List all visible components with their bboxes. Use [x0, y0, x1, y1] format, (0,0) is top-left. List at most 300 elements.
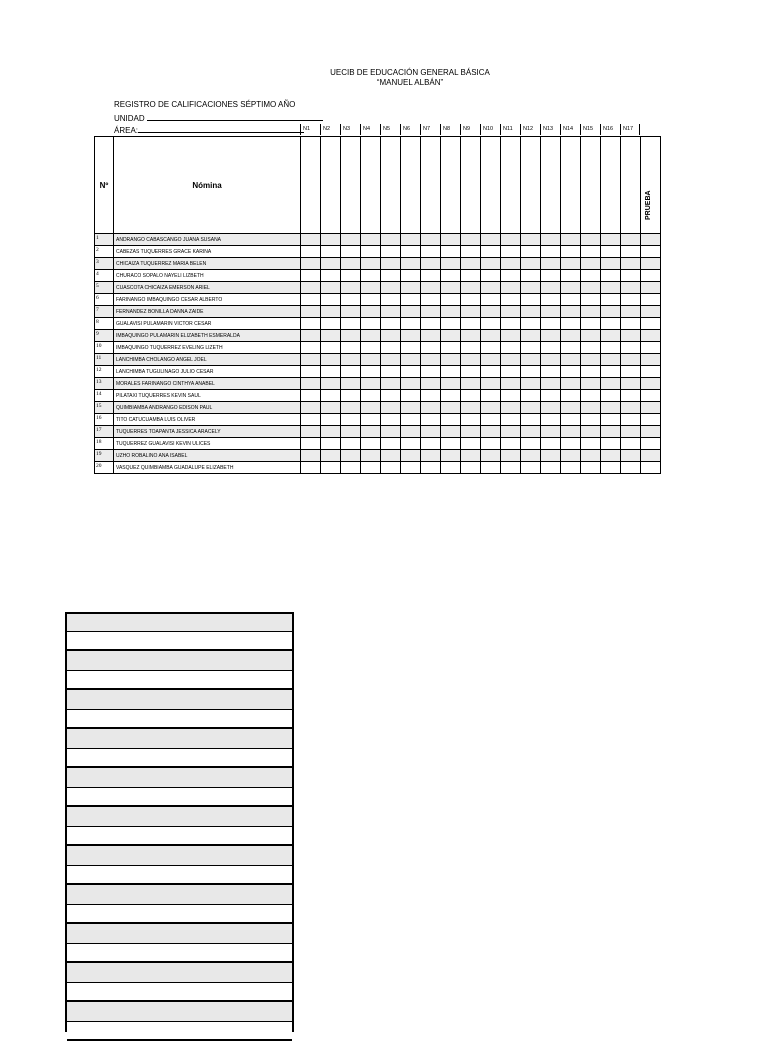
- grade-cell[interactable]: [601, 330, 621, 342]
- grade-cell[interactable]: [381, 318, 401, 330]
- grade-cell[interactable]: [421, 294, 441, 306]
- grade-cell[interactable]: [481, 234, 501, 246]
- grade-cell[interactable]: [381, 246, 401, 258]
- prueba-cell[interactable]: [641, 258, 661, 270]
- grade-cell[interactable]: [481, 426, 501, 438]
- grade-cell[interactable]: [421, 414, 441, 426]
- prueba-cell[interactable]: [641, 462, 661, 474]
- grade-cell[interactable]: [521, 390, 541, 402]
- grade-cell[interactable]: [541, 330, 561, 342]
- grade-cell[interactable]: [601, 282, 621, 294]
- grade-cell[interactable]: [381, 390, 401, 402]
- grade-cell[interactable]: [321, 342, 341, 354]
- grade-cell[interactable]: [441, 366, 461, 378]
- grade-cell[interactable]: [321, 462, 341, 474]
- grade-cell[interactable]: [621, 354, 641, 366]
- grade-cell[interactable]: [441, 426, 461, 438]
- grade-cell[interactable]: [421, 282, 441, 294]
- prueba-cell[interactable]: [641, 294, 661, 306]
- grade-cell[interactable]: [521, 246, 541, 258]
- grade-cell[interactable]: [361, 450, 381, 462]
- grade-cell[interactable]: [301, 318, 321, 330]
- grade-cell[interactable]: [461, 438, 481, 450]
- grade-cell[interactable]: [361, 234, 381, 246]
- grade-cell[interactable]: [581, 402, 601, 414]
- grade-cell[interactable]: [561, 270, 581, 282]
- grade-cell[interactable]: [581, 294, 601, 306]
- grade-cell[interactable]: [401, 270, 421, 282]
- grade-cell[interactable]: [541, 270, 561, 282]
- grade-cell[interactable]: [421, 246, 441, 258]
- grade-cell[interactable]: [461, 414, 481, 426]
- grade-cell[interactable]: [401, 414, 421, 426]
- grade-cell[interactable]: [401, 234, 421, 246]
- grade-cell[interactable]: [381, 306, 401, 318]
- grade-cell[interactable]: [381, 270, 401, 282]
- grade-cell[interactable]: [521, 378, 541, 390]
- grade-cell[interactable]: [361, 366, 381, 378]
- grade-cell[interactable]: [561, 318, 581, 330]
- grade-cell[interactable]: [581, 330, 601, 342]
- grade-cell[interactable]: [461, 282, 481, 294]
- grade-cell[interactable]: [601, 270, 621, 282]
- grade-cell[interactable]: [461, 246, 481, 258]
- grade-cell[interactable]: [461, 342, 481, 354]
- grade-cell[interactable]: [521, 306, 541, 318]
- grade-cell[interactable]: [361, 246, 381, 258]
- grade-cell[interactable]: [361, 342, 381, 354]
- grade-cell[interactable]: [601, 318, 621, 330]
- grade-cell[interactable]: [521, 270, 541, 282]
- grade-cell[interactable]: [421, 342, 441, 354]
- grade-cell[interactable]: [541, 342, 561, 354]
- prueba-cell[interactable]: [641, 318, 661, 330]
- grade-cell[interactable]: [341, 246, 361, 258]
- grade-cell[interactable]: [601, 426, 621, 438]
- grade-cell[interactable]: [361, 330, 381, 342]
- grade-cell[interactable]: [561, 306, 581, 318]
- grade-cell[interactable]: [321, 402, 341, 414]
- grade-cell[interactable]: [581, 318, 601, 330]
- grade-cell[interactable]: [581, 378, 601, 390]
- grade-cell[interactable]: [501, 270, 521, 282]
- grade-cell[interactable]: [361, 426, 381, 438]
- grade-cell[interactable]: [561, 378, 581, 390]
- grade-cell[interactable]: [461, 258, 481, 270]
- grade-cell[interactable]: [521, 426, 541, 438]
- grade-cell[interactable]: [461, 390, 481, 402]
- grade-cell[interactable]: [621, 270, 641, 282]
- grade-cell[interactable]: [561, 282, 581, 294]
- grade-cell[interactable]: [581, 354, 601, 366]
- grade-cell[interactable]: [341, 234, 361, 246]
- prueba-cell[interactable]: [641, 450, 661, 462]
- grade-cell[interactable]: [521, 450, 541, 462]
- grade-cell[interactable]: [621, 294, 641, 306]
- prueba-cell[interactable]: [641, 366, 661, 378]
- grade-cell[interactable]: [381, 450, 401, 462]
- grade-cell[interactable]: [321, 450, 341, 462]
- grade-cell[interactable]: [321, 282, 341, 294]
- grade-cell[interactable]: [621, 366, 641, 378]
- grade-cell[interactable]: [461, 234, 481, 246]
- grade-cell[interactable]: [321, 354, 341, 366]
- grade-cell[interactable]: [401, 378, 421, 390]
- grade-cell[interactable]: [561, 366, 581, 378]
- grade-cell[interactable]: [461, 306, 481, 318]
- grade-cell[interactable]: [541, 366, 561, 378]
- grade-cell[interactable]: [401, 258, 421, 270]
- grade-cell[interactable]: [441, 378, 461, 390]
- grade-cell[interactable]: [541, 294, 561, 306]
- grade-cell[interactable]: [621, 426, 641, 438]
- grade-cell[interactable]: [481, 366, 501, 378]
- grade-cell[interactable]: [401, 294, 421, 306]
- prueba-cell[interactable]: [641, 390, 661, 402]
- grade-cell[interactable]: [441, 282, 461, 294]
- grade-cell[interactable]: [461, 378, 481, 390]
- grade-cell[interactable]: [441, 390, 461, 402]
- grade-cell[interactable]: [301, 246, 321, 258]
- prueba-cell[interactable]: [641, 378, 661, 390]
- grade-cell[interactable]: [381, 342, 401, 354]
- grade-cell[interactable]: [381, 414, 401, 426]
- grade-cell[interactable]: [421, 258, 441, 270]
- grade-cell[interactable]: [481, 378, 501, 390]
- grade-cell[interactable]: [461, 462, 481, 474]
- grade-cell[interactable]: [521, 330, 541, 342]
- grade-cell[interactable]: [561, 234, 581, 246]
- grade-cell[interactable]: [401, 462, 421, 474]
- grade-cell[interactable]: [381, 462, 401, 474]
- grade-cell[interactable]: [601, 258, 621, 270]
- grade-cell[interactable]: [321, 414, 341, 426]
- grade-cell[interactable]: [541, 438, 561, 450]
- grade-cell[interactable]: [321, 306, 341, 318]
- grade-cell[interactable]: [441, 234, 461, 246]
- grade-cell[interactable]: [541, 234, 561, 246]
- grade-cell[interactable]: [441, 438, 461, 450]
- grade-cell[interactable]: [601, 366, 621, 378]
- grade-cell[interactable]: [421, 426, 441, 438]
- grade-cell[interactable]: [541, 414, 561, 426]
- grade-cell[interactable]: [601, 390, 621, 402]
- grade-cell[interactable]: [541, 462, 561, 474]
- grade-cell[interactable]: [541, 354, 561, 366]
- grade-cell[interactable]: [321, 318, 341, 330]
- grade-cell[interactable]: [481, 330, 501, 342]
- grade-cell[interactable]: [561, 402, 581, 414]
- grade-cell[interactable]: [501, 462, 521, 474]
- prueba-cell[interactable]: [641, 438, 661, 450]
- grade-cell[interactable]: [301, 414, 321, 426]
- grade-cell[interactable]: [361, 306, 381, 318]
- grade-cell[interactable]: [561, 342, 581, 354]
- grade-cell[interactable]: [481, 306, 501, 318]
- grade-cell[interactable]: [381, 234, 401, 246]
- grade-cell[interactable]: [381, 294, 401, 306]
- grade-cell[interactable]: [441, 354, 461, 366]
- grade-cell[interactable]: [341, 354, 361, 366]
- grade-cell[interactable]: [501, 234, 521, 246]
- grade-cell[interactable]: [581, 450, 601, 462]
- grade-cell[interactable]: [621, 378, 641, 390]
- grade-cell[interactable]: [461, 354, 481, 366]
- grade-cell[interactable]: [481, 438, 501, 450]
- grade-cell[interactable]: [381, 366, 401, 378]
- grade-cell[interactable]: [341, 450, 361, 462]
- grade-cell[interactable]: [361, 270, 381, 282]
- grade-cell[interactable]: [341, 294, 361, 306]
- grade-cell[interactable]: [341, 462, 361, 474]
- grade-cell[interactable]: [521, 462, 541, 474]
- grade-cell[interactable]: [441, 330, 461, 342]
- grade-cell[interactable]: [401, 306, 421, 318]
- grade-cell[interactable]: [321, 330, 341, 342]
- grade-cell[interactable]: [481, 414, 501, 426]
- grade-cell[interactable]: [341, 318, 361, 330]
- grade-cell[interactable]: [621, 462, 641, 474]
- grade-cell[interactable]: [301, 426, 321, 438]
- grade-cell[interactable]: [621, 330, 641, 342]
- grade-cell[interactable]: [561, 426, 581, 438]
- grade-cell[interactable]: [321, 246, 341, 258]
- grade-cell[interactable]: [361, 282, 381, 294]
- grade-cell[interactable]: [581, 342, 601, 354]
- prueba-cell[interactable]: [641, 282, 661, 294]
- grade-cell[interactable]: [441, 270, 461, 282]
- grade-cell[interactable]: [621, 282, 641, 294]
- grade-cell[interactable]: [481, 270, 501, 282]
- grade-cell[interactable]: [621, 438, 641, 450]
- grade-cell[interactable]: [421, 462, 441, 474]
- grade-cell[interactable]: [561, 414, 581, 426]
- prueba-cell[interactable]: [641, 426, 661, 438]
- grade-cell[interactable]: [301, 438, 321, 450]
- grade-cell[interactable]: [401, 366, 421, 378]
- grade-cell[interactable]: [521, 414, 541, 426]
- grade-cell[interactable]: [581, 462, 601, 474]
- grade-cell[interactable]: [601, 342, 621, 354]
- grade-cell[interactable]: [421, 450, 441, 462]
- grade-cell[interactable]: [561, 258, 581, 270]
- grade-cell[interactable]: [601, 450, 621, 462]
- grade-cell[interactable]: [461, 426, 481, 438]
- grade-cell[interactable]: [341, 378, 361, 390]
- grade-cell[interactable]: [601, 294, 621, 306]
- grade-cell[interactable]: [361, 402, 381, 414]
- grade-cell[interactable]: [441, 414, 461, 426]
- grade-cell[interactable]: [441, 246, 461, 258]
- grade-cell[interactable]: [361, 318, 381, 330]
- grade-cell[interactable]: [381, 426, 401, 438]
- grade-cell[interactable]: [341, 402, 361, 414]
- prueba-cell[interactable]: [641, 414, 661, 426]
- grade-cell[interactable]: [501, 318, 521, 330]
- grade-cell[interactable]: [461, 402, 481, 414]
- grade-cell[interactable]: [621, 306, 641, 318]
- grade-cell[interactable]: [601, 438, 621, 450]
- grade-cell[interactable]: [421, 318, 441, 330]
- grade-cell[interactable]: [341, 282, 361, 294]
- grade-cell[interactable]: [461, 366, 481, 378]
- grade-cell[interactable]: [441, 258, 461, 270]
- prueba-cell[interactable]: [641, 402, 661, 414]
- grade-cell[interactable]: [401, 282, 421, 294]
- grade-cell[interactable]: [481, 282, 501, 294]
- grade-cell[interactable]: [461, 270, 481, 282]
- grade-cell[interactable]: [321, 234, 341, 246]
- grade-cell[interactable]: [521, 342, 541, 354]
- grade-cell[interactable]: [481, 402, 501, 414]
- grade-cell[interactable]: [461, 294, 481, 306]
- grade-cell[interactable]: [521, 282, 541, 294]
- grade-cell[interactable]: [421, 378, 441, 390]
- grade-cell[interactable]: [301, 462, 321, 474]
- grade-cell[interactable]: [361, 438, 381, 450]
- grade-cell[interactable]: [301, 402, 321, 414]
- grade-cell[interactable]: [581, 366, 601, 378]
- prueba-cell[interactable]: [641, 234, 661, 246]
- grade-cell[interactable]: [381, 330, 401, 342]
- grade-cell[interactable]: [601, 414, 621, 426]
- grade-cell[interactable]: [481, 342, 501, 354]
- prueba-cell[interactable]: [641, 306, 661, 318]
- grade-cell[interactable]: [361, 378, 381, 390]
- grade-cell[interactable]: [541, 258, 561, 270]
- grade-cell[interactable]: [541, 450, 561, 462]
- grade-cell[interactable]: [621, 402, 641, 414]
- grade-cell[interactable]: [301, 330, 321, 342]
- grade-cell[interactable]: [621, 318, 641, 330]
- grade-cell[interactable]: [521, 366, 541, 378]
- grade-cell[interactable]: [401, 246, 421, 258]
- grade-cell[interactable]: [441, 402, 461, 414]
- grade-cell[interactable]: [521, 234, 541, 246]
- grade-cell[interactable]: [621, 258, 641, 270]
- grade-cell[interactable]: [301, 270, 321, 282]
- grade-cell[interactable]: [381, 438, 401, 450]
- grade-cell[interactable]: [301, 294, 321, 306]
- grade-cell[interactable]: [501, 306, 521, 318]
- grade-cell[interactable]: [321, 378, 341, 390]
- grade-cell[interactable]: [581, 390, 601, 402]
- grade-cell[interactable]: [461, 330, 481, 342]
- grade-cell[interactable]: [421, 234, 441, 246]
- grade-cell[interactable]: [301, 258, 321, 270]
- grade-cell[interactable]: [601, 306, 621, 318]
- grade-cell[interactable]: [321, 258, 341, 270]
- grade-cell[interactable]: [601, 354, 621, 366]
- grade-cell[interactable]: [401, 318, 421, 330]
- grade-cell[interactable]: [481, 390, 501, 402]
- grade-cell[interactable]: [381, 282, 401, 294]
- grade-cell[interactable]: [501, 330, 521, 342]
- grade-cell[interactable]: [541, 378, 561, 390]
- grade-cell[interactable]: [441, 318, 461, 330]
- grade-cell[interactable]: [581, 426, 601, 438]
- grade-cell[interactable]: [441, 342, 461, 354]
- grade-cell[interactable]: [521, 258, 541, 270]
- grade-cell[interactable]: [321, 294, 341, 306]
- grade-cell[interactable]: [561, 246, 581, 258]
- grade-cell[interactable]: [421, 402, 441, 414]
- grade-cell[interactable]: [621, 342, 641, 354]
- grade-cell[interactable]: [401, 450, 421, 462]
- grade-cell[interactable]: [381, 402, 401, 414]
- grade-cell[interactable]: [501, 390, 521, 402]
- grade-cell[interactable]: [341, 426, 361, 438]
- grade-cell[interactable]: [581, 234, 601, 246]
- grade-cell[interactable]: [521, 318, 541, 330]
- grade-cell[interactable]: [621, 234, 641, 246]
- grade-cell[interactable]: [501, 282, 521, 294]
- grade-cell[interactable]: [301, 450, 321, 462]
- grade-cell[interactable]: [341, 306, 361, 318]
- grade-cell[interactable]: [541, 306, 561, 318]
- grade-cell[interactable]: [501, 354, 521, 366]
- grade-cell[interactable]: [341, 330, 361, 342]
- grade-cell[interactable]: [561, 294, 581, 306]
- grade-cell[interactable]: [481, 318, 501, 330]
- grade-cell[interactable]: [621, 390, 641, 402]
- grade-cell[interactable]: [601, 246, 621, 258]
- grade-cell[interactable]: [581, 414, 601, 426]
- grade-cell[interactable]: [501, 414, 521, 426]
- grade-cell[interactable]: [521, 402, 541, 414]
- grade-cell[interactable]: [621, 450, 641, 462]
- prueba-cell[interactable]: [641, 354, 661, 366]
- grade-cell[interactable]: [581, 282, 601, 294]
- grade-cell[interactable]: [421, 306, 441, 318]
- grade-cell[interactable]: [361, 258, 381, 270]
- grade-cell[interactable]: [581, 258, 601, 270]
- grade-cell[interactable]: [341, 258, 361, 270]
- grade-cell[interactable]: [581, 306, 601, 318]
- grade-cell[interactable]: [481, 462, 501, 474]
- grade-cell[interactable]: [601, 378, 621, 390]
- grade-cell[interactable]: [301, 234, 321, 246]
- grade-cell[interactable]: [501, 366, 521, 378]
- grade-cell[interactable]: [341, 342, 361, 354]
- grade-cell[interactable]: [601, 462, 621, 474]
- grade-cell[interactable]: [521, 354, 541, 366]
- grade-cell[interactable]: [321, 438, 341, 450]
- grade-cell[interactable]: [401, 330, 421, 342]
- grade-cell[interactable]: [541, 282, 561, 294]
- grade-cell[interactable]: [401, 354, 421, 366]
- grade-cell[interactable]: [501, 450, 521, 462]
- grade-cell[interactable]: [301, 390, 321, 402]
- grade-cell[interactable]: [341, 270, 361, 282]
- grade-cell[interactable]: [561, 330, 581, 342]
- grade-cell[interactable]: [361, 294, 381, 306]
- grade-cell[interactable]: [501, 438, 521, 450]
- grade-cell[interactable]: [501, 402, 521, 414]
- grade-cell[interactable]: [381, 354, 401, 366]
- grade-cell[interactable]: [401, 342, 421, 354]
- grade-cell[interactable]: [421, 354, 441, 366]
- grade-cell[interactable]: [301, 354, 321, 366]
- grade-cell[interactable]: [301, 306, 321, 318]
- grade-cell[interactable]: [321, 390, 341, 402]
- grade-cell[interactable]: [521, 438, 541, 450]
- grade-cell[interactable]: [581, 246, 601, 258]
- grade-cell[interactable]: [381, 378, 401, 390]
- grade-cell[interactable]: [301, 366, 321, 378]
- grade-cell[interactable]: [421, 330, 441, 342]
- grade-cell[interactable]: [341, 366, 361, 378]
